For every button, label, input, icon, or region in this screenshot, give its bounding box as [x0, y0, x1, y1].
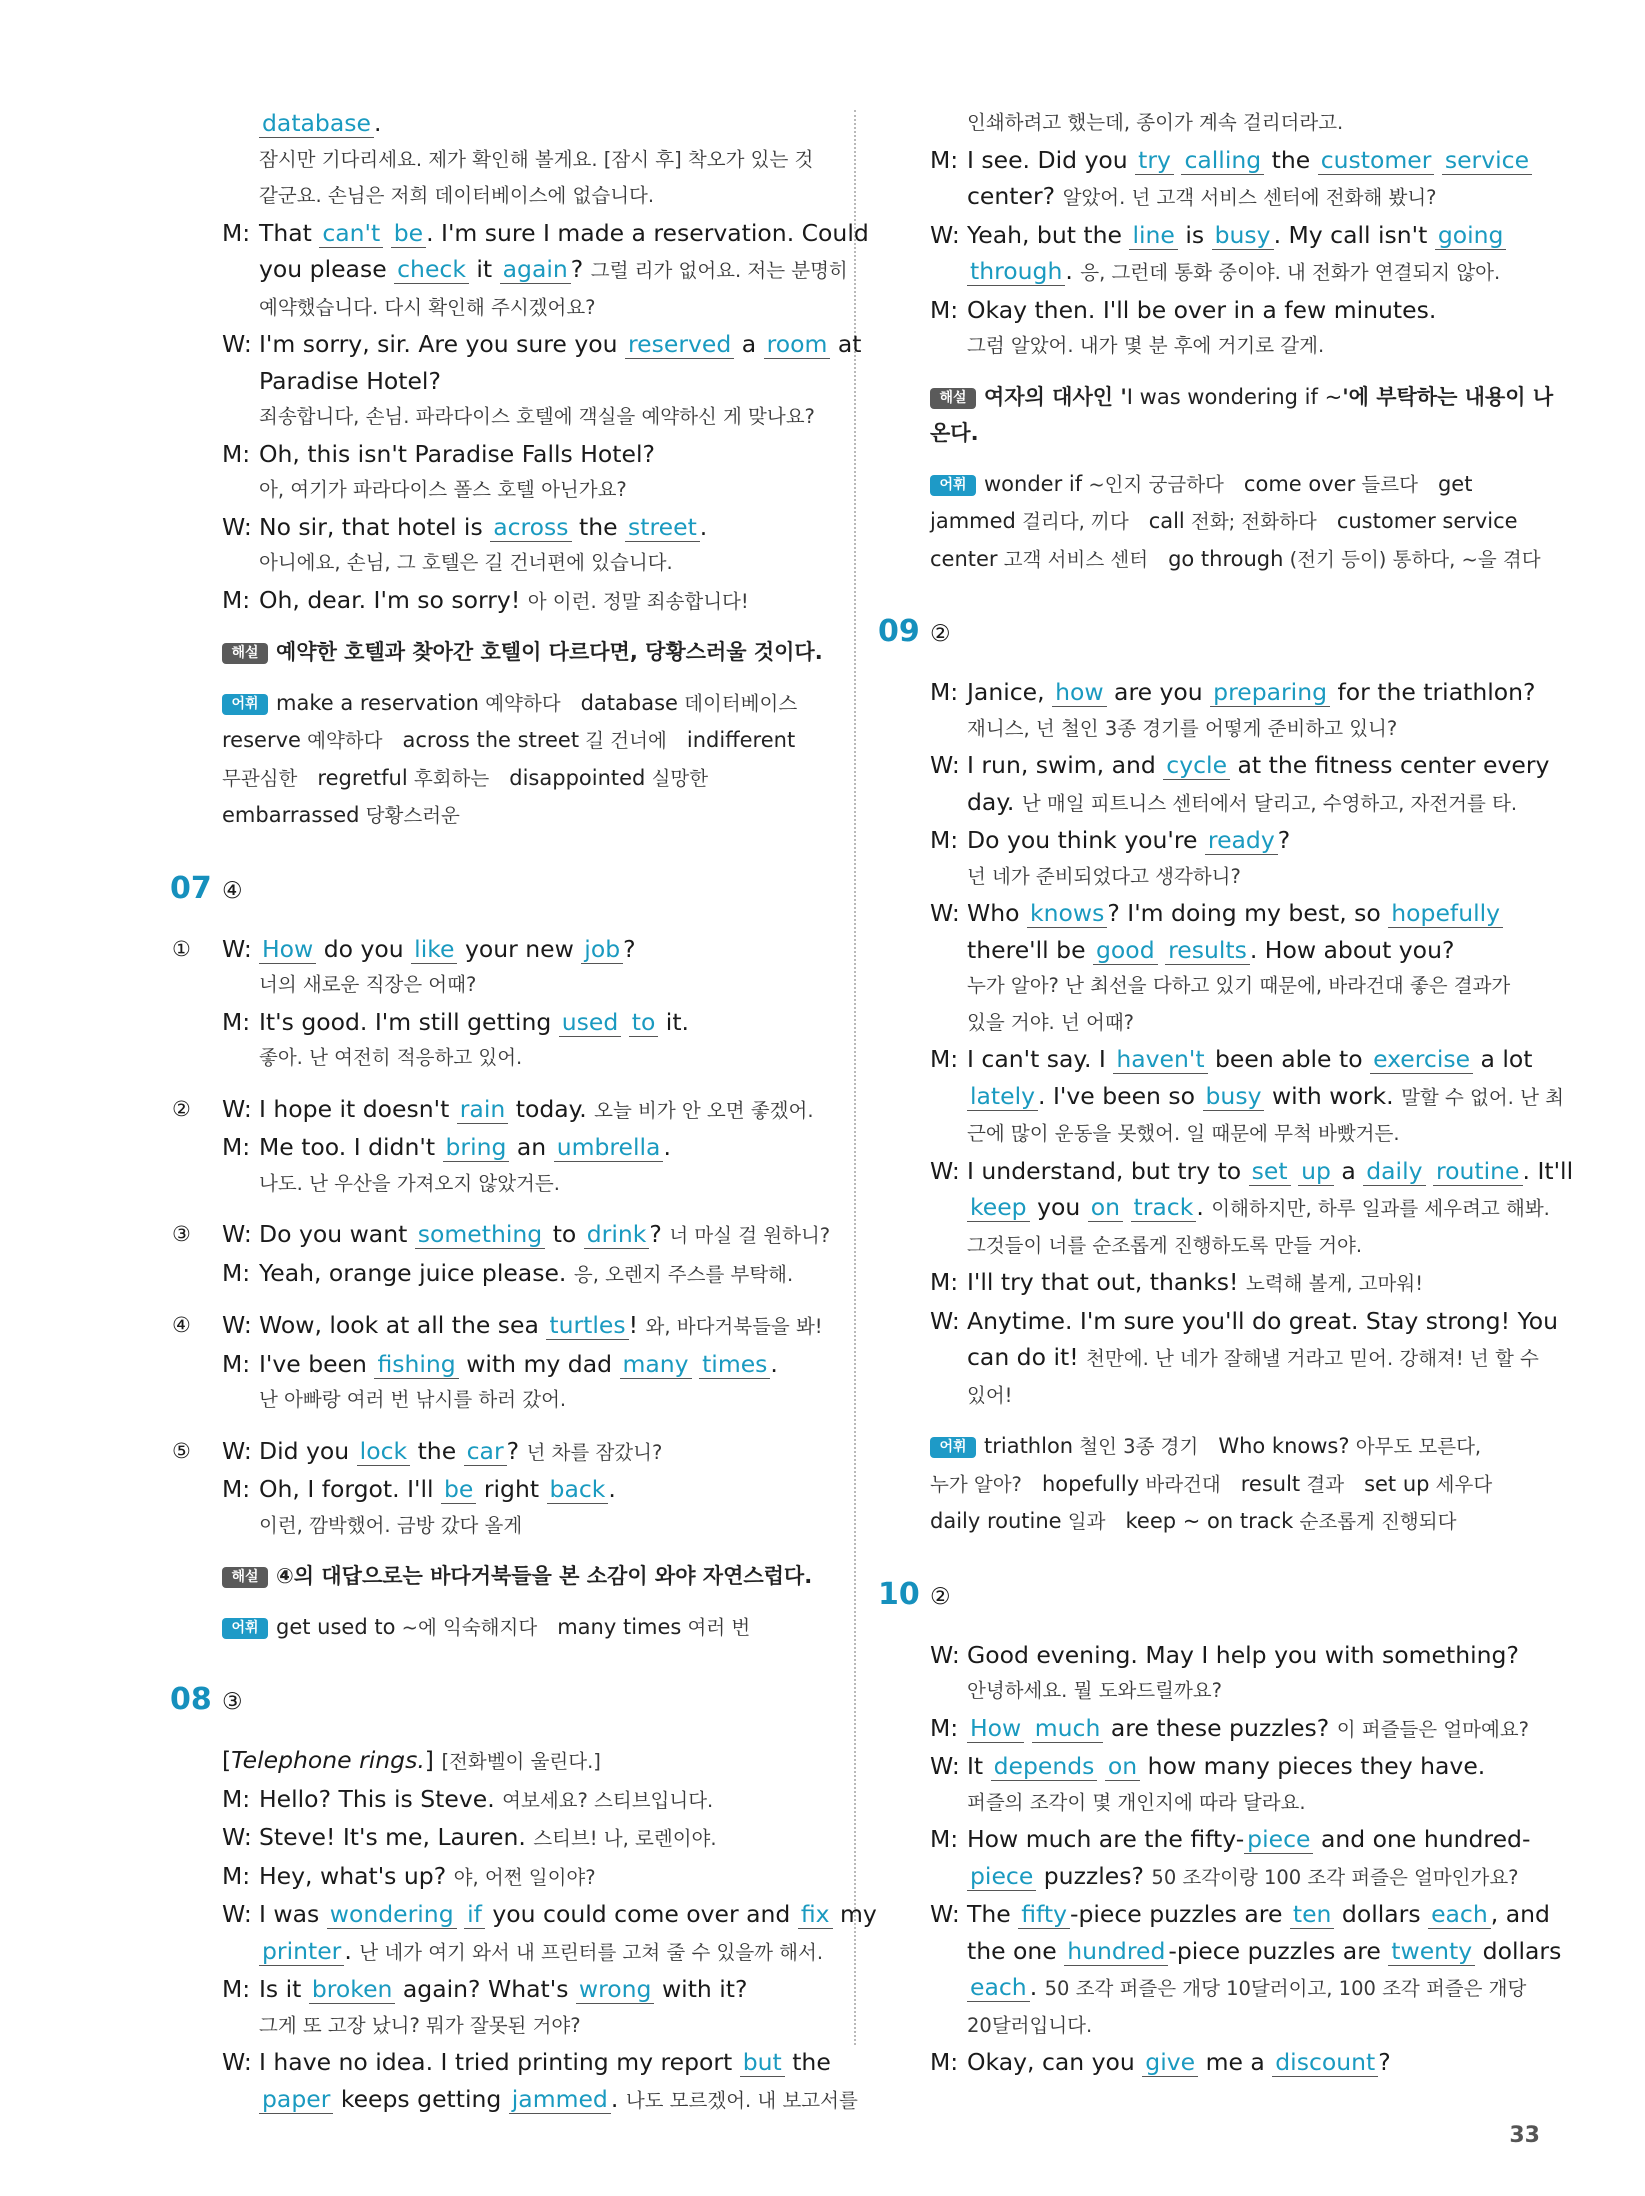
answer-mark: ③	[222, 1689, 243, 1715]
column-divider	[854, 110, 856, 2045]
speaker-label: M:	[222, 585, 251, 614]
dialogue-line: ③ W: Do you want something to drink ? 너 마실 걸 원하니?	[222, 1216, 832, 1255]
blank-answer: fishing	[374, 1350, 458, 1379]
option-number: ②	[172, 1096, 191, 1121]
speaker-label: W:	[222, 512, 252, 541]
dialogue-line: W: I have no idea. I tried printing my report but the	[222, 2044, 832, 2081]
dialogue-line: W: Yeah, but the line is busy . My call isn't going	[930, 217, 1540, 254]
blank-answer: be	[391, 219, 426, 248]
speaker-label: W:	[930, 1156, 960, 1185]
blank-answer: street	[625, 513, 700, 542]
dialogue-line: W: I was wondering if you could come over and fix my	[222, 1896, 832, 1933]
translation-line: 인쇄하려고 했는데, 종이가 계속 걸리더라고.	[967, 111, 1344, 134]
speaker-label: M:	[222, 1258, 251, 1287]
translation-line: 20달러입니다.	[967, 2013, 1093, 2037]
speaker-label: M:	[222, 1784, 251, 1813]
blank-answer: through	[967, 257, 1065, 286]
translation-line: 이런, 깜박했어. 금방 갔다 올게	[259, 1513, 523, 1537]
vocabulary: daily routine 일과 keep ~ on track 순조롭게 진행되다	[930, 1509, 1457, 1533]
speaker-label: M:	[930, 1713, 959, 1742]
speaker-label: M:	[222, 1007, 251, 1036]
option-number: ⑤	[172, 1438, 191, 1463]
speaker-label: W:	[222, 1094, 252, 1123]
vocabulary: 무관심한 regretful 후회하는 disappointed 실망한	[222, 765, 709, 790]
option-number: ③	[172, 1222, 191, 1246]
speaker-label: W:	[222, 330, 252, 358]
blank-answer: room	[764, 330, 831, 359]
dialogue-line: M: That can't be . I'm sure I made a reservation. Could	[222, 215, 832, 252]
blank-answer: give	[1142, 2048, 1198, 2077]
translation-line: 안녕하세요. 뭘 도와드릴까요?	[967, 1679, 1222, 1702]
blank-answer: lock	[357, 1437, 410, 1466]
dialogue-line: ① W: How do you like your new job ?	[222, 931, 832, 968]
blank-answer: used	[559, 1008, 622, 1037]
blank-answer: set	[1249, 1157, 1291, 1186]
speaker-label: M:	[930, 1045, 959, 1073]
blank-answer: car	[464, 1437, 507, 1466]
question-header	[878, 1569, 1540, 1623]
dialogue-line: M: Is it broken again? What's wrong with it?	[222, 1971, 832, 2008]
blank-answer: fix	[798, 1900, 833, 1929]
vocabulary: center 고객 서비스 센터 go through (전기 등이) 통하다, ~을 겪다	[930, 546, 1541, 571]
dialogue-line: M: Me too. I didn't bring an umbrella .	[222, 1129, 832, 1166]
question-number: 07	[170, 870, 212, 906]
speaker-label: W:	[222, 934, 252, 963]
blank-answer: broken	[309, 1975, 396, 2004]
dialogue-line: Paradise Hotel?	[259, 366, 441, 395]
dialogue-line: lately . I've been so busy with work. 말할 수 없어. 난 최	[930, 1078, 1540, 1117]
question-header	[170, 863, 832, 917]
blank-answer: wrong	[576, 1975, 655, 2004]
blank-answer: job	[581, 935, 623, 964]
page-number: 33	[1509, 2123, 1540, 2148]
translation-line: 누가 알아? 난 최선을 다하고 있기 때문에, 바라건대 좋은 결과가	[967, 974, 1511, 997]
dialogue-line: W: It depends on how many pieces they have.	[930, 1748, 1540, 1785]
translation-line: 재니스, 넌 철인 3종 경기를 어떻게 준비하고 있니?	[967, 716, 1398, 740]
speaker-label: M:	[222, 1975, 251, 2003]
speaker-label: W:	[930, 1640, 960, 1669]
blank-answer: service	[1442, 146, 1532, 175]
blank-answer: database	[259, 109, 374, 138]
vocabulary: embarrassed 당황스러운	[222, 803, 460, 827]
vocabulary: jammed 걸리다, 끼다 call 전화; 전화하다 customer service	[930, 509, 1518, 533]
translation-line: 있을 거야. 넌 어때?	[967, 1010, 1135, 1034]
speaker-label: M:	[930, 1825, 959, 1853]
speaker-label: M:	[222, 439, 251, 468]
translation-line: 아니에요, 손님, 그 호텔은 길 건너편에 있습니다.	[259, 551, 673, 574]
speaker-label: W:	[222, 2048, 252, 2076]
blank-answer: line	[1129, 221, 1177, 250]
blank-answer: ten	[1290, 1900, 1335, 1929]
dialogue-line: M: I see. Did you try calling the customer service	[930, 142, 1540, 179]
blank-answer: fifty	[1018, 1900, 1070, 1929]
blank-answer: exercise	[1370, 1045, 1473, 1074]
speaker-label: M:	[222, 1133, 251, 1161]
blank-answer: busy	[1212, 221, 1274, 250]
dialogue-line: center? 알았어. 넌 고객 서비스 센터에 전화해 봤니?	[967, 182, 1437, 210]
blank-answer: knows	[1027, 899, 1107, 928]
left-column	[170, 105, 877, 2119]
blank-answer: like	[411, 935, 457, 964]
dialogue-line: can do it! 천만에. 난 네가 잘해낼 거라고 믿어. 강해져! 넌 할 수	[967, 1343, 1539, 1371]
blank-answer: paper	[259, 2085, 333, 2114]
blank-answer: bring	[443, 1133, 510, 1162]
translation-line: 같군요. 손님은 저희 데이터베이스에 없습니다.	[259, 184, 655, 207]
translation-line: 너의 새로운 직장은 어때?	[259, 973, 477, 996]
right-column	[878, 105, 1574, 2081]
blank-answer: times	[699, 1350, 770, 1379]
question-number: 08	[170, 1682, 212, 1717]
explanation-badge: 해설	[222, 643, 268, 664]
blank-answer: busy	[1203, 1082, 1265, 1111]
blank-answer: across	[490, 513, 571, 542]
blank-answer: piece	[967, 1862, 1036, 1891]
explanation: 해설 여자의 대사인 'I was wondering if ~'에 부탁하는 내용이 나	[930, 379, 1540, 416]
vocabulary: 어휘 wonder if ~인지 궁금하다 come over 들르다 get	[930, 466, 1540, 504]
speaker-label: M:	[222, 1475, 251, 1503]
question-header	[170, 1674, 832, 1728]
blank-answer: each	[1428, 1900, 1491, 1929]
speaker-label: W:	[222, 1436, 252, 1465]
vocabulary-badge: 어휘	[222, 694, 268, 715]
blank-answer: track	[1131, 1193, 1197, 1222]
dialogue-line: W: Good evening. May I help you with something?	[930, 1637, 1540, 1674]
explanation: 해설 ④의 대답으로는 바다거북들을 본 소감이 와야 자연스럽다.	[222, 1558, 832, 1595]
dialogue-line: the one hundred -piece puzzles are twenty dollars	[967, 1936, 1562, 1965]
dialogue-line: ④ W: Wow, look at all the sea turtles ! 와, 바다거북들을 봐!	[222, 1307, 832, 1346]
vocabulary-badge: 어휘	[222, 1618, 268, 1639]
dialogue-line: ⑤ W: Did you lock the car ? 넌 차를 잠갔니?	[222, 1433, 832, 1472]
dialogue-line: M: I can't say. I haven't been able to exercise a lot	[930, 1041, 1540, 1078]
blank-answer: on	[1105, 1752, 1140, 1781]
speaker-label: W:	[930, 899, 960, 927]
blank-answer: preparing	[1210, 678, 1330, 707]
dialogue-line: M: Janice, how are you preparing for the triathlon?	[930, 674, 1540, 711]
speaker-label: W:	[930, 220, 960, 249]
translation-line: 좋아. 난 여전히 적응하고 있어.	[259, 1046, 523, 1069]
speaker-label: M:	[930, 295, 959, 324]
dialogue-line: M: Yeah, orange juice please. 응, 오렌지 주스를 부탁해.	[222, 1255, 832, 1294]
blank-answer: discount	[1272, 2048, 1378, 2077]
blank-answer: depends	[991, 1752, 1098, 1781]
blank-answer: much	[1032, 1714, 1104, 1743]
speaker-label: W:	[222, 1900, 252, 1928]
speaker-label: M:	[930, 1268, 959, 1296]
speaker-label: W:	[222, 1823, 252, 1851]
option-number: ①	[172, 936, 191, 961]
explanation-badge: 해설	[222, 1567, 268, 1588]
speaker-label: W:	[930, 1752, 960, 1780]
translation-line: 죄송합니다, 손님. 파라다이스 호텔에 객실을 예약하신 게 맞나요?	[259, 405, 815, 428]
speaker-label: M:	[930, 826, 959, 854]
translation-line: 나도. 난 우산을 가져오지 않았거든.	[259, 1171, 560, 1195]
stage-direction: [Telephone rings.] [전화벨이 울린다.]	[222, 1746, 601, 1774]
dialogue-line: keep you on track . 이해하지만, 하루 일과를 세우려고 해봐.	[930, 1189, 1540, 1228]
blank-answer: reserved	[625, 330, 734, 359]
blank-answer: each	[967, 1973, 1030, 2002]
blank-answer: piece	[1244, 1825, 1313, 1854]
explanation: 온다.	[930, 421, 979, 445]
blank-answer: ready	[1205, 826, 1278, 855]
blank-answer: haven't	[1113, 1045, 1207, 1074]
answer-mark: ④	[222, 877, 243, 904]
blank-answer: up	[1298, 1157, 1334, 1186]
translation-line: 넌 네가 준비되었다고 생각하니?	[967, 864, 1241, 888]
speaker-label: M:	[222, 218, 251, 247]
speaker-label: M:	[930, 678, 959, 706]
dialogue-line: W: Steve! It's me, Lauren. 스티브! 나, 로렌이야.	[222, 1819, 832, 1858]
explanation: 해설 예약한 호텔과 찾아간 호텔이 다르다면, 당황스러울 것이다.	[222, 634, 832, 671]
speaker-label: W:	[930, 1900, 960, 1928]
dialogue-line: ② W: I hope it doesn't rain today. 오늘 비가 안 오면 좋겠어.	[222, 1091, 832, 1130]
dialogue-line: M: It's good. I'm still getting used to it.	[222, 1004, 832, 1041]
dialogue-line: through . 응, 그런데 통화 중이야. 내 전화가 연결되지 않아.	[930, 253, 1540, 292]
dialogue-line: M: Hello? This is Steve. 여보세요? 스티브입니다.	[222, 1781, 832, 1820]
dialogue-line: day. 난 매일 피트니스 센터에서 달리고, 수영하고, 자전거를 타.	[967, 787, 1518, 816]
blank-answer: How	[259, 935, 316, 964]
blank-answer: daily	[1363, 1157, 1425, 1186]
blank-answer: rain	[457, 1095, 509, 1124]
speaker-label: M:	[222, 1861, 251, 1890]
question-number: 09	[878, 614, 920, 649]
blank-answer: printer	[259, 1937, 344, 1966]
dialogue-line: W: I run, swim, and cycle at the fitness center every	[930, 747, 1540, 784]
dialogue-line: each . 50 조각 퍼즐은 개당 10달러이고, 100 조각 퍼즐은 개당	[930, 1969, 1540, 2008]
vocabulary: reserve 예약하다 across the street 길 건너에 indifferent	[222, 728, 796, 752]
blank-answer: back	[547, 1475, 609, 1504]
blank-answer: calling	[1181, 146, 1264, 175]
answer-mark: ②	[930, 621, 951, 647]
dialogue-line: W: No sir, that hotel is across the street .	[222, 509, 832, 546]
translation-line: 퍼즐의 조각이 몇 개인지에 따라 달라요.	[967, 1790, 1306, 1814]
option-number: ④	[172, 1313, 191, 1337]
dialogue-line: M: How much are the fifty- piece and one hundred-	[930, 1821, 1540, 1858]
translation-line: 잠시만 기다리세요. 제가 확인해 볼게요. [잠시 후] 착오가 있는 것	[259, 147, 814, 171]
translation-line: 있어!	[967, 1383, 1013, 1407]
dialogue-line: paper keeps getting jammed . 나도 모르겠어. 내 보고서를	[222, 2081, 832, 2120]
translation-line: 근에 많이 운동을 못했어. 일 때문에 무척 바빴거든.	[967, 1122, 1400, 1145]
dialogue-line: M: Oh, dear. I'm so sorry! 아 이런. 정말 죄송합니다!	[222, 582, 832, 621]
dialogue-line: W: Anytime. I'm sure you'll do great. Stay strong! You	[930, 1303, 1540, 1340]
blank-answer: again	[500, 255, 571, 284]
blank-answer: lately	[967, 1082, 1038, 1111]
blank-answer: routine	[1433, 1157, 1523, 1186]
vocabulary: 어휘 get used to ~에 익숙해지다 many times 여러 번	[222, 1609, 832, 1647]
translation-line: 그게 또 고장 났니? 뭐가 잘못된 거야?	[259, 2013, 581, 2037]
blank-answer: how	[1052, 678, 1107, 707]
blank-answer: wondering	[327, 1900, 457, 1929]
explanation-badge: 해설	[930, 388, 976, 409]
dialogue-line: M: Hey, what's up? 야, 어쩐 일이야?	[222, 1858, 832, 1897]
blank-answer: twenty	[1388, 1937, 1475, 1966]
dialogue-line: piece puzzles? 50 조각이랑 100 조각 퍼즐은 얼마인가요?	[930, 1858, 1540, 1897]
dialogue-line: you please check it again ? 그럴 리가 없어요. 저는 분명히	[259, 255, 848, 283]
dialogue-line: database .	[222, 105, 832, 142]
blank-answer: on	[1088, 1193, 1123, 1222]
dialogue-line: M: Do you think you're ready ?	[930, 822, 1540, 859]
dialogue-line: M: How much are these puzzles? 이 퍼즐들은 얼마예요?	[930, 1710, 1540, 1749]
answer-mark: ②	[930, 1583, 951, 1610]
speaker-label: W:	[930, 1306, 960, 1335]
blank-answer: drink	[584, 1220, 650, 1249]
dialogue-line: printer . 난 네가 여기 와서 내 프린터를 고쳐 줄 수 있을까 해서.	[222, 1933, 832, 1972]
question-number: 10	[878, 1576, 920, 1612]
blank-answer: hopefully	[1388, 899, 1503, 928]
blank-answer: umbrella	[554, 1133, 664, 1162]
dialogue-line: M: Okay then. I'll be over in a few minutes.	[930, 292, 1540, 329]
dialogue-line: M: Okay, can you give me a discount ?	[930, 2044, 1540, 2081]
blank-answer: try	[1135, 146, 1174, 175]
dialogue-line: there'll be good results . How about you?	[967, 935, 1455, 964]
dialogue-line: M: I've been fishing with my dad many times .	[222, 1346, 832, 1383]
vocabulary: 어휘 triathlon 철인 3종 경기 Who knows? 아무도 모른다,	[930, 1428, 1540, 1466]
dialogue-line: W: I understand, but try to set up a daily routine . It'll	[930, 1153, 1540, 1190]
speaker-label: M:	[930, 2048, 959, 2076]
dialogue-line: W: I'm sorry, sir. Are you sure you reserved a room at	[222, 326, 832, 363]
blank-answer: results	[1165, 936, 1250, 965]
blank-answer: hundred	[1064, 1937, 1168, 1966]
blank-answer: customer	[1318, 146, 1435, 175]
blank-answer: be	[441, 1475, 476, 1504]
vocabulary-badge: 어휘	[930, 1437, 976, 1458]
blank-answer: turtles	[546, 1311, 628, 1340]
blank-answer: good	[1093, 936, 1158, 965]
translation-line: 그것들이 너를 순조롭게 진행하도록 만들 거야.	[967, 1233, 1363, 1257]
blank-answer: check	[394, 255, 469, 284]
dialogue-line: W: The fifty -piece puzzles are ten dollars each , and	[930, 1896, 1540, 1933]
dialogue-line: M: I'll try that out, thanks! 노력해 볼게, 고마워!	[930, 1264, 1540, 1303]
translation-line: 그럼 알았어. 내가 몇 분 후에 거기로 갈게.	[967, 334, 1325, 357]
blank-answer: can't	[319, 219, 383, 248]
vocabulary: 누가 알아? hopefully 바라건대 result 결과 set up 세우다	[930, 1471, 1493, 1496]
blank-answer: many	[620, 1350, 692, 1379]
question-header	[878, 606, 1540, 660]
speaker-label: W:	[222, 1220, 252, 1248]
blank-answer: jammed	[509, 2085, 611, 2114]
speaker-label: M:	[930, 145, 959, 174]
translation-line: 예약했습니다. 다시 확인해 주시겠어요?	[259, 295, 596, 319]
blank-answer: if	[464, 1900, 485, 1929]
speaker-label: W:	[930, 751, 960, 779]
dialogue-line: W: Who knows ? I'm doing my best, so hopefully	[930, 895, 1540, 932]
dialogue-line: M: Oh, this isn't Paradise Falls Hotel?	[222, 436, 832, 473]
speaker-label: M:	[222, 1349, 251, 1378]
blank-answer: keep	[967, 1193, 1030, 1222]
blank-answer: How	[967, 1714, 1024, 1743]
vocabulary: 어휘 make a reservation 예약하다 database 데이터베이스	[222, 685, 832, 723]
blank-answer: going	[1435, 221, 1507, 250]
speaker-label: W:	[222, 1311, 252, 1339]
blank-answer: to	[629, 1008, 659, 1037]
vocabulary-badge: 어휘	[930, 475, 976, 496]
translation-line: 난 아빠랑 여러 번 낚시를 하러 갔어.	[259, 1388, 567, 1411]
blank-answer: cycle	[1163, 751, 1230, 780]
blank-answer: something	[415, 1220, 545, 1249]
blank-answer: but	[740, 2048, 785, 2077]
dialogue-line: M: Oh, I forgot. I'll be right back .	[222, 1471, 832, 1508]
translation-line: 아, 여기가 파라다이스 폴스 호텔 아닌가요?	[259, 478, 627, 501]
